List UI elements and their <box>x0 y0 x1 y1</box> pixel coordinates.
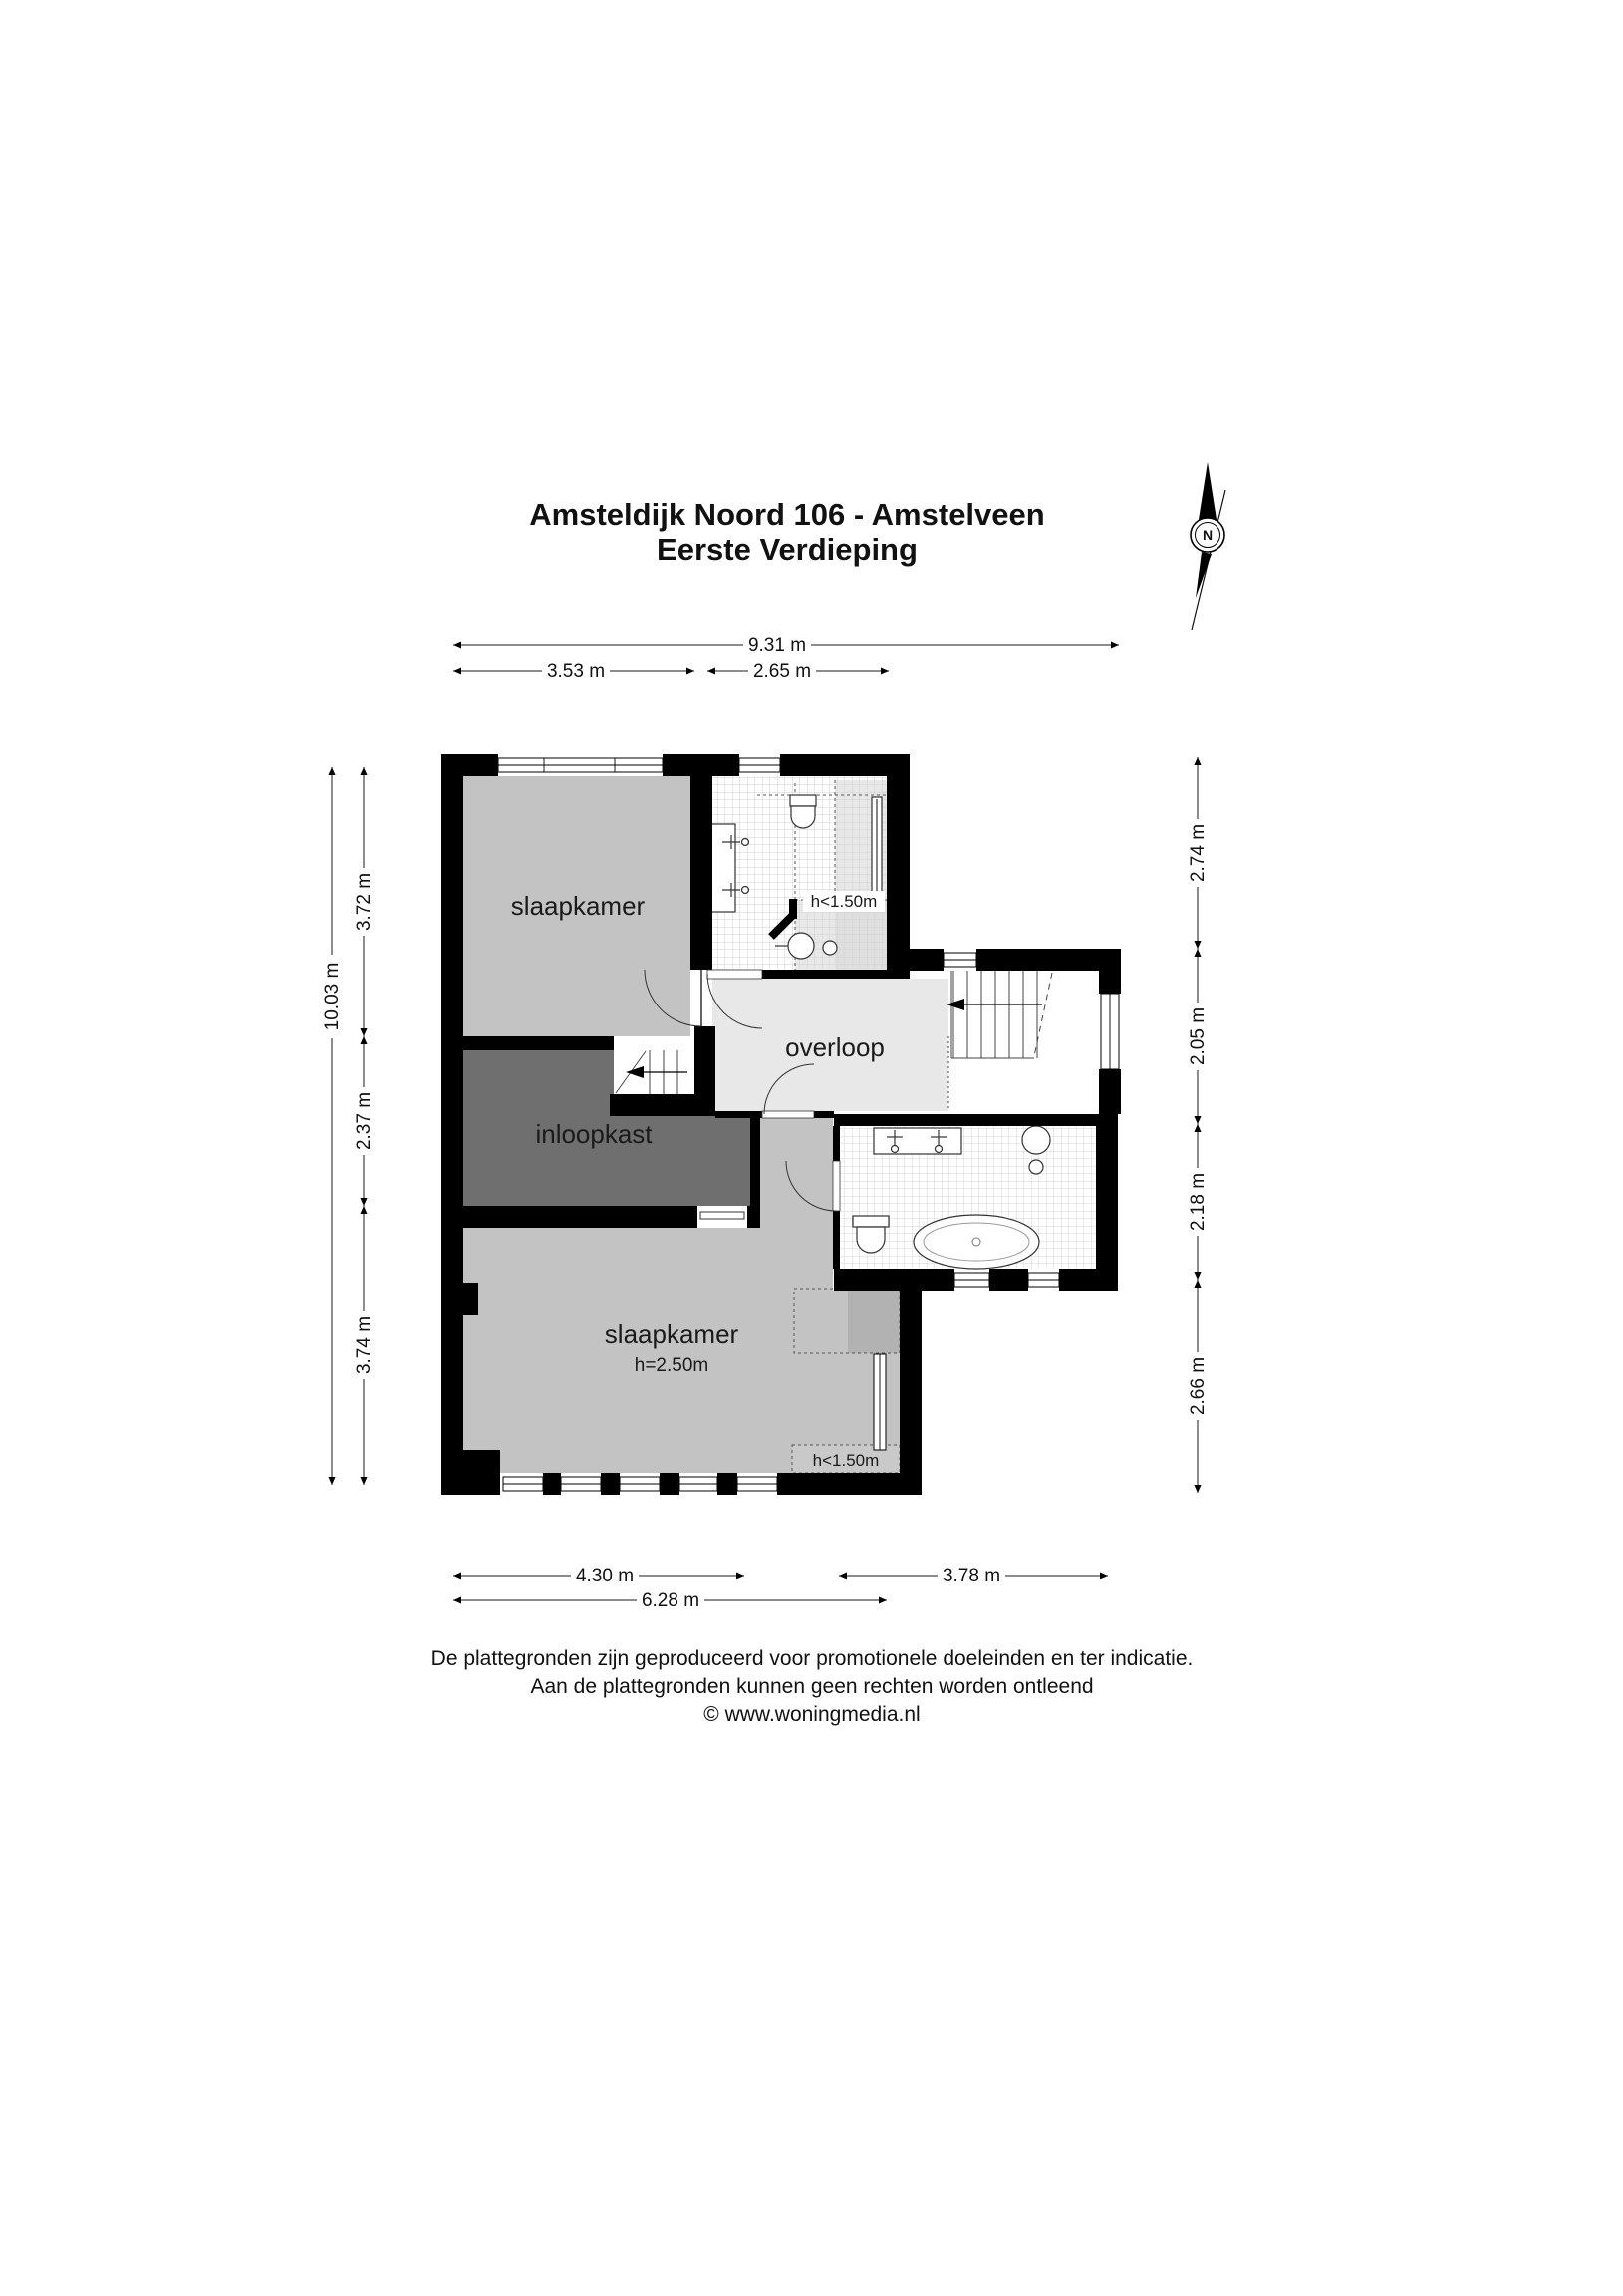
dim-left-seg2: 2.37 m <box>354 1091 375 1151</box>
bathtub-icon <box>914 1215 1039 1269</box>
window-bedroom-right <box>874 1354 886 1450</box>
vanity-bottom-bathroom <box>874 1128 961 1154</box>
window-bathroom-bottom-1 <box>954 1273 989 1287</box>
north-compass-icon <box>1191 462 1225 630</box>
dim-right-seg1: 2.74 m <box>1188 823 1209 883</box>
dim-bottom-seg2: 3.78 m <box>942 1566 1001 1586</box>
dim-right-seg2: 2.05 m <box>1188 1006 1209 1066</box>
dimensions-left <box>321 767 375 1485</box>
label-overloop: overloop <box>785 1032 885 1062</box>
dimensions-bottom <box>453 1565 1108 1611</box>
radiator-icon <box>872 797 882 897</box>
compass-north-label: N <box>1202 527 1214 543</box>
dim-right-seg4: 2.66 m <box>1188 1356 1209 1416</box>
window-stairwell-right <box>1101 994 1119 1069</box>
dimensions-top <box>453 634 1119 682</box>
label-slaapkamer-bottom-height: h=2.50m <box>634 1355 709 1376</box>
dimensions-right <box>1187 757 1209 1493</box>
dim-bottom-seg1: 4.30 m <box>575 1566 635 1586</box>
window-bathroom-top <box>739 758 780 772</box>
label-slaapkamer-bottom: slaapkamer <box>604 1319 739 1349</box>
dim-right-seg3: 2.18 m <box>1188 1172 1209 1232</box>
dim-top-seg2: 2.65 m <box>752 661 812 682</box>
label-slaapkamer-top: slaapkamer <box>510 891 646 921</box>
label-badkamer-top-height <box>803 891 885 912</box>
window-stairwell-top <box>944 953 976 967</box>
corridor <box>760 1118 833 1228</box>
page-title-line2: Eerste Verdieping <box>657 532 918 567</box>
door-inloopkast-sliding <box>697 1206 747 1228</box>
dim-top-total: 9.31 m <box>747 635 807 656</box>
label-inloopkast: inloopkast <box>535 1119 653 1149</box>
dim-top-seg1: 3.53 m <box>546 661 606 682</box>
footer-disclaimer-line2: Aan de plattegronden kunnen geen rechten worden ontleend <box>530 1675 1094 1698</box>
footer-copyright: © www.woningmedia.nl <box>703 1703 921 1726</box>
dim-left-total: 10.03 m <box>322 962 343 1031</box>
toilet-icon <box>790 795 816 828</box>
svg-text:h<1.50m: h<1.50m <box>810 892 878 911</box>
page-title-line1: Amsteldijk Noord 106 - Amstelveen <box>529 497 1045 532</box>
footer-disclaimer-line1: De plattegronden zijn geproduceerd voor promotionele doeleinden en ter indicatie. <box>430 1647 1194 1670</box>
dim-left-seg3: 3.74 m <box>354 1315 375 1375</box>
dim-bottom-total: 6.28 m <box>641 1590 700 1611</box>
eaves-closet-area <box>848 1289 900 1353</box>
window-top-triple <box>498 758 663 772</box>
dim-left-seg1: 3.72 m <box>354 872 375 932</box>
label-eaves-height: h<1.50m <box>812 1451 880 1470</box>
window-bathroom-bottom-2 <box>1028 1273 1059 1287</box>
